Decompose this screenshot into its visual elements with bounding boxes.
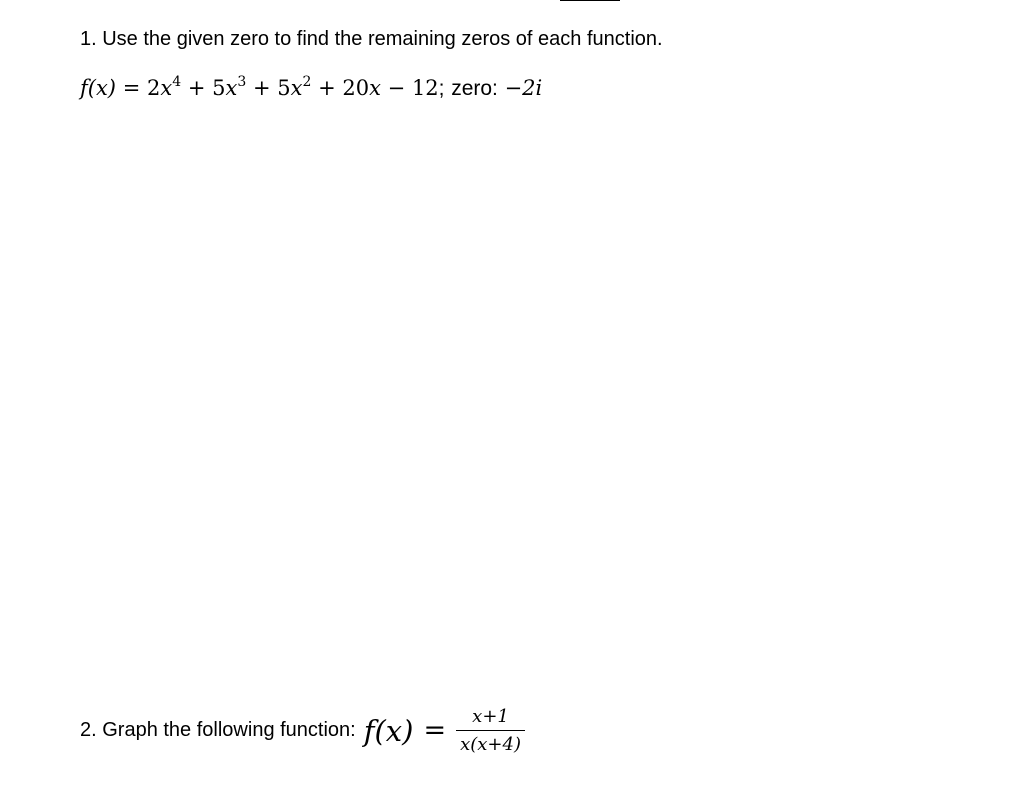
term-2-var: x <box>225 76 238 100</box>
term-2-coef: 5 <box>212 76 226 100</box>
term-3-exp: 2 <box>302 74 312 90</box>
term-3-op: + <box>252 76 271 100</box>
zero-label: zero: <box>451 77 498 100</box>
zero-value: −2i <box>504 76 543 100</box>
term-4-op: + <box>318 76 336 100</box>
equals-sign: = <box>122 76 141 100</box>
problem-2 <box>80 706 525 755</box>
problem-1-title: 1. Use the given zero to find the remaining zeros of each function. <box>80 28 663 50</box>
term-1-coef: 2 <box>147 76 161 100</box>
term-1-exp: 4 <box>172 74 182 90</box>
problem-2-label: 2. Graph the following function: <box>80 719 356 741</box>
term-2-op: + <box>187 76 206 100</box>
function-lhs: f(x) <box>80 76 117 100</box>
term-4-coef: 20 <box>342 76 370 100</box>
term-4-var: x <box>369 76 381 100</box>
term-5-coef: 12 <box>411 76 439 100</box>
separator: ; <box>438 77 445 100</box>
term-2-exp: 3 <box>237 74 247 90</box>
term-5-op: − <box>387 76 406 100</box>
function-lhs-2: f(x) <box>363 713 414 748</box>
top-rule <box>560 0 620 1</box>
numerator: x+1 <box>472 706 509 727</box>
term-1-var: x <box>160 76 173 100</box>
fraction <box>456 706 525 755</box>
term-3-coef: 5 <box>277 76 291 100</box>
denominator: x(x+4) <box>460 734 521 755</box>
equals-sign-2: = <box>423 715 447 746</box>
problem-1-equation <box>80 76 542 101</box>
term-3-var: x <box>290 76 303 100</box>
